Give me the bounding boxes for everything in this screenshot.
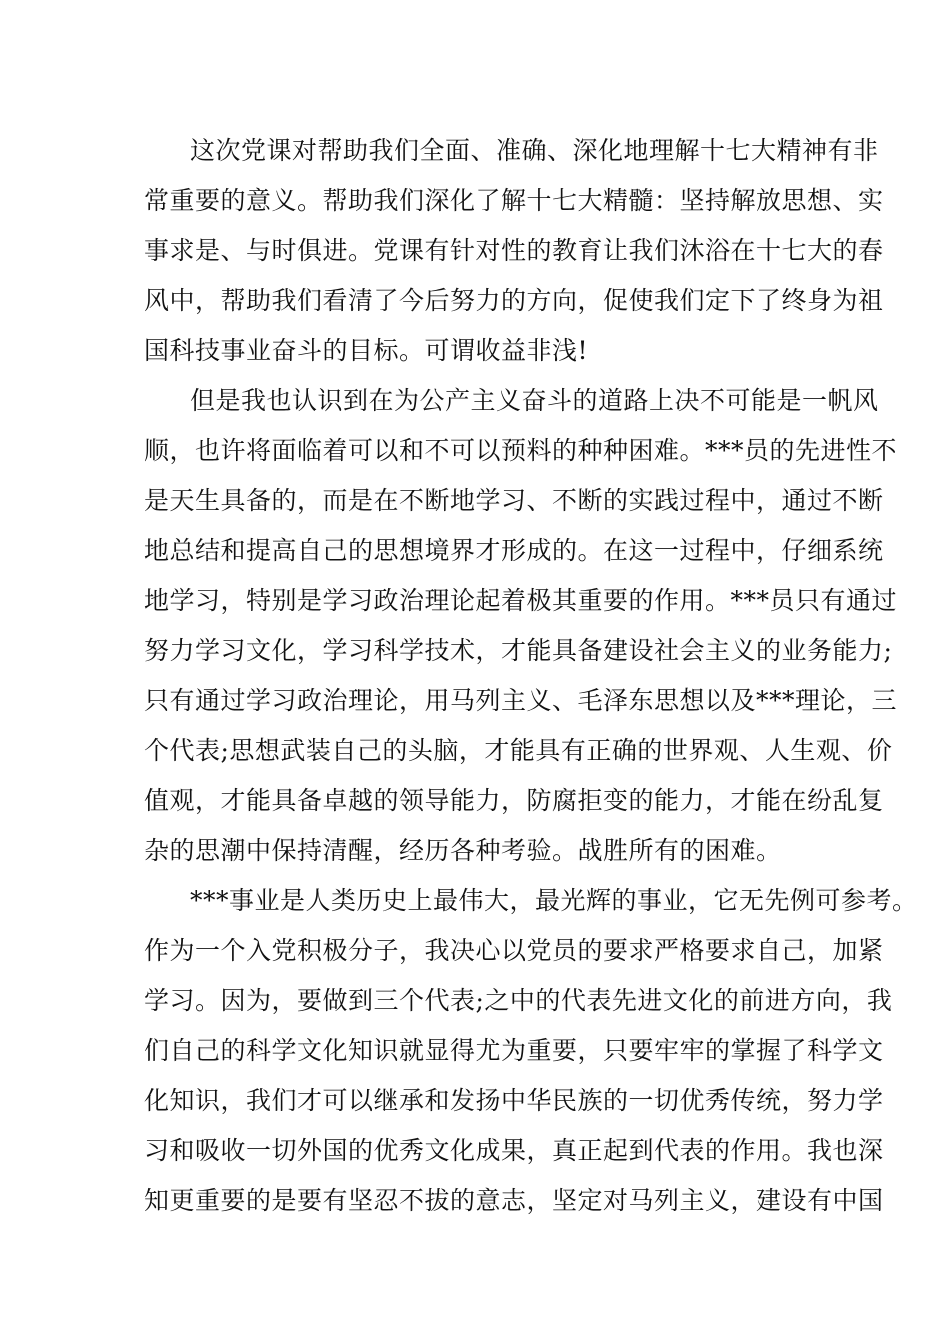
paragraph-2-line-7: 只有通过学习政治理论，用马列主义、毛泽东思想以及***理论，三: [144, 686, 898, 715]
paragraph-2-line-1: 但是我也认识到在为公产主义奋斗的道路上决不可能是一帆风: [190, 386, 879, 415]
paragraph-2-line-6: 努力学习文化，学习科学技术，才能具备建设社会主义的业务能力;: [144, 636, 893, 665]
paragraph-3-line-3: 学习。因为，要做到三个代表;之中的代表先进文化的前进方向，我: [144, 986, 893, 1015]
paragraph-3-line-5: 化知识，我们才可以继承和发扬中华民族的一切优秀传统，努力学: [144, 1086, 884, 1115]
paragraph-2-line-10: 杂的思潮中保持清醒，经历各种考验。战胜所有的困难。: [144, 836, 782, 865]
paragraph-2-line-2: 顺，也许将面临着可以和不可以预料的种种困难。***员的先进性不: [144, 436, 898, 465]
paragraph-3-line-1: ***事业是人类历史上最伟大，最光辉的事业，它无先例可参考。: [190, 886, 918, 915]
paragraph-1-line-3: 事求是、与时俱进。党课有针对性的教育让我们沐浴在十七大的春: [144, 236, 884, 265]
paragraph-2-line-9: 值观，才能具备卓越的领导能力，防腐拒变的能力，才能在纷乱复: [144, 786, 884, 815]
paragraph-3-line-2: 作为一个入党积极分子，我决心以党员的要求严格要求自己，加紧: [144, 936, 884, 965]
paragraph-2-line-3: 是天生具备的，而是在不断地学习、不断的实践过程中，通过不断: [144, 486, 884, 515]
paragraph-3-line-6: 习和吸收一切外国的优秀文化成果，真正起到代表的作用。我也深: [144, 1136, 884, 1165]
paragraph-2-line-5: 地学习，特别是学习政治理论起着极其重要的作用。***员只有通过: [144, 586, 898, 615]
paragraph-2-line-8: 个代表;思想武装自己的头脑，才能具有正确的世界观、人生观、价: [144, 736, 893, 765]
paragraph-1-line-4: 风中，帮助我们看清了今后努力的方向，促使我们定下了终身为祖: [144, 286, 884, 315]
paragraph-3-line-4: 们自己的科学文化知识就显得尤为重要，只要牢牢的掌握了科学文: [144, 1036, 884, 1065]
paragraph-3-line-7: 知更重要的是要有坚忍不拔的意志，坚定对马列主义，建设有中国: [144, 1186, 884, 1215]
paragraph-2-line-4: 地总结和提高自己的思想境界才形成的。在这一过程中，仔细系统: [144, 536, 884, 565]
paragraph-1-line-2: 常重要的意义。帮助我们深化了解十七大精髓：坚持解放思想、实: [144, 186, 884, 215]
paragraph-1-line-1: 这次党课对帮助我们全面、准确、深化地理解十七大精神有非: [190, 136, 879, 165]
paragraph-1-line-5: 国科技事业奋斗的目标。可谓收益非浅!: [144, 336, 589, 365]
